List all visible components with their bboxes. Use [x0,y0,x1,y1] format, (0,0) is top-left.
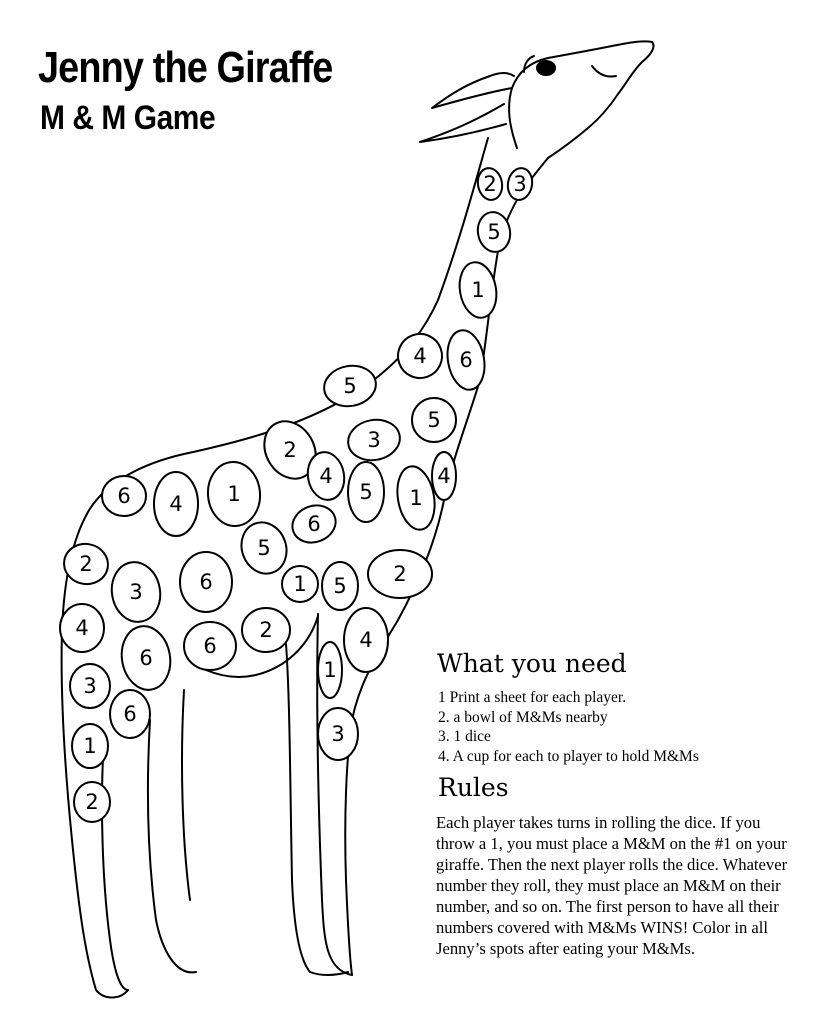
giraffe-spot [287,500,341,549]
rules-heading: Rules [438,773,509,802]
giraffe-ear-back [420,104,506,142]
spot-number: 6 [117,484,131,508]
spot-number: 4 [169,492,183,516]
giraffe-spot [318,708,358,760]
spot-number: 5 [333,574,347,598]
giraffe-eye [537,61,555,75]
giraffe-spot [432,452,456,500]
giraffe-spot [392,328,448,384]
giraffe-spot [242,608,290,652]
giraffe-spot [180,552,232,612]
giraffe-spot [455,259,500,320]
giraffe-ear [432,73,514,108]
giraffe-spot [368,550,432,598]
needs-item: 4. A cup for each to player to hold M&Ms [438,747,699,765]
spot-number: 4 [437,464,451,488]
giraffe-leg-front-left [286,644,310,972]
giraffe-spot [205,460,262,528]
spot-number: 4 [359,628,373,652]
giraffe-spot [60,604,104,652]
spot-number: 6 [459,348,473,372]
spot-number: 1 [323,658,337,682]
page-subtitle: M & M Game [40,99,216,137]
giraffe-spot [110,690,150,738]
giraffe-spot [345,416,403,464]
giraffe-leg-back-left [102,740,128,990]
spot-number: 3 [367,428,381,452]
giraffe-spot [475,166,504,202]
giraffe-spot [318,642,342,698]
spot-number: 1 [471,278,485,302]
spot-number: 5 [343,374,357,398]
needs-heading: What you need [437,649,627,678]
spot-number: 6 [139,646,153,670]
giraffe-leg-inner-line [182,690,190,900]
giraffe-spot [184,622,236,670]
needs-list [438,688,699,766]
giraffe-spot [102,476,146,516]
giraffe-spot [61,540,111,587]
giraffe-spot [234,516,293,580]
giraffe-leg-back-right [148,720,196,972]
giraffe-spot [412,398,456,442]
spot-number: 1 [293,572,307,596]
giraffe-spot [74,782,110,822]
giraffe-spot [117,622,175,693]
giraffe-head-outline [509,41,653,158]
giraffe-spot [443,327,489,392]
spot-number: 3 [331,722,345,746]
spot-number: 6 [203,634,217,658]
page-title: Jenny the Giraffe [38,43,333,92]
spot-number: 2 [283,438,297,462]
giraffe-spot [282,566,318,602]
giraffe-spot [70,664,110,708]
spot-number: 3 [129,580,143,604]
needs-item: 1 Print a sheet for each player. [438,689,627,706]
spot-number: 1 [409,486,423,510]
giraffe-spot [348,462,384,522]
needs-item: 3. 1 dice [438,728,491,745]
giraffe-spot [321,362,379,410]
spot-number: 4 [319,464,333,488]
spot-number: 2 [393,562,407,586]
giraffe-spot [344,608,388,672]
giraffe-spot [107,558,165,625]
spot-number: 5 [487,220,501,244]
spot-number: 2 [259,618,273,642]
spot-number: 5 [427,408,441,432]
spot-number: 6 [199,570,213,594]
giraffe-spot [475,210,513,255]
spot-number: 4 [413,344,427,368]
needs-item: 2. a bowl of M&Ms nearby [438,708,608,726]
spot-number: 1 [83,734,97,758]
rules-text: Each player takes turns in rolling the dice. If you throw a 1, you must place a M&M on the #1 on your giraffe. Then the next player rolls the dice. Whatever number they roll, they must place an M&M on their number, and so on. The first person to have all their numbers covered with M&Ms WINS! Color in all Jenny’s spots after eating your M&Ms. [436,813,788,958]
spot-number: 3 [83,674,97,698]
spot-number: 2 [85,790,99,814]
giraffe-hoof-line [310,972,348,975]
spot-number: 4 [75,616,89,640]
giraffe-spot [322,562,358,610]
spot-number: 6 [123,702,137,726]
giraffe-mouth-line [592,66,616,77]
spot-number: 2 [483,172,497,196]
spot-number: 3 [513,172,527,196]
giraffe-spot [505,166,534,202]
spot-number: 2 [79,552,93,576]
spot-number: 6 [307,512,321,536]
giraffe-spot [154,472,198,536]
giraffe-spot [72,724,108,768]
spot-number: 1 [227,482,241,506]
spot-number: 5 [359,480,373,504]
spot-number: 5 [257,536,271,560]
